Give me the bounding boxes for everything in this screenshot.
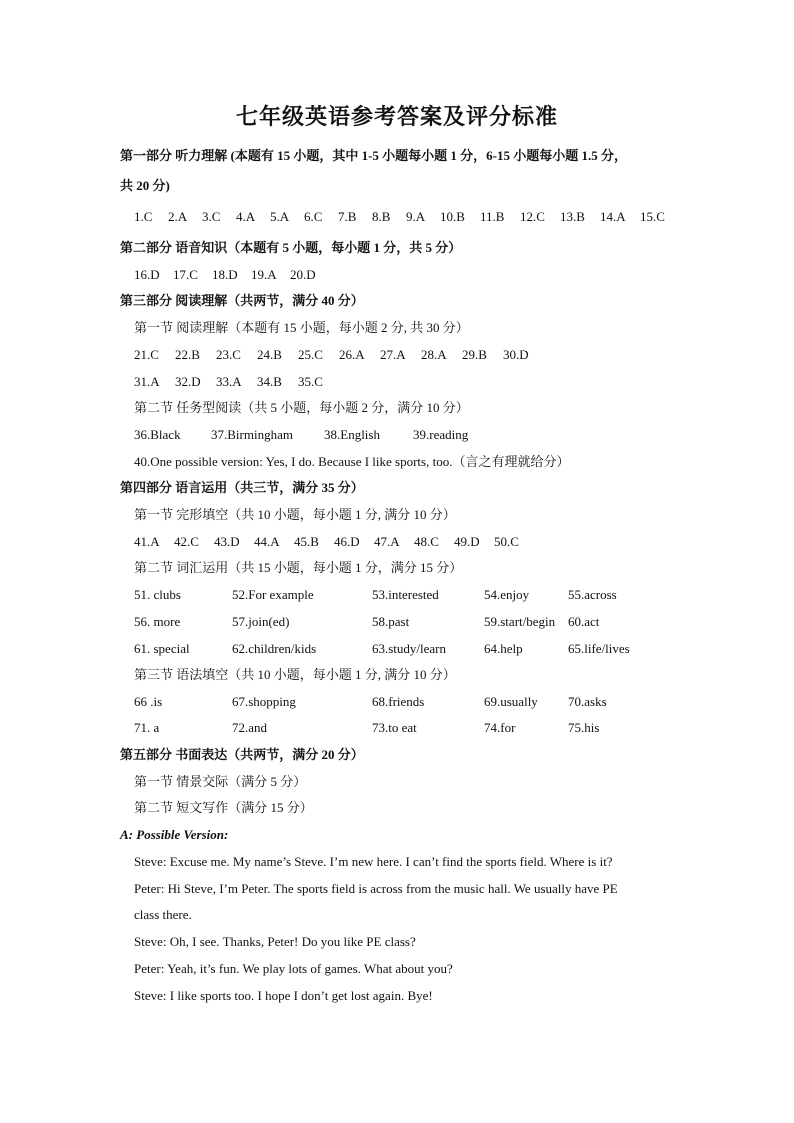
answer-item: 71. a [134,720,160,735]
answer-item: 39.reading [413,427,469,442]
answer-item: 9.A [406,209,426,224]
answer-item: 26.A [339,347,365,362]
answer-item: 19.A [251,267,277,282]
part2-answers [134,267,329,283]
answer-item: 65.life/lives [568,641,630,656]
answer-item: 41.A [134,534,160,549]
part3-q40-answer: 40.One possible version: Yes, I do. Because I like sports, too.（言之有理就给分） [134,454,570,469]
answer-item: 75.his [568,720,600,735]
answer-item: 23.C [216,347,241,362]
answer-item: 42.C [174,534,199,549]
answer-item: 59.start/begin [484,614,556,629]
part5-sec2-heading: 第二节 短文写作（满分 15 分） [134,800,313,815]
answer-item: 30.D [503,347,529,362]
part4-sec2-heading: 第二节 词汇运用（共 15 小题，每小题 1 分，满分 15 分） [134,560,463,575]
answer-item: 15.C [640,209,665,224]
answer-item: 43.D [214,534,240,549]
answer-item: 1.C [134,209,153,224]
answer-item: 16.D [134,267,160,282]
dialog-line: Peter: Hi Steve, I’m Peter. The sports field is across from the music hall. We usually have PE [134,881,618,896]
answer-item: 20.D [290,267,316,282]
answer-item: 7.B [338,209,357,224]
part3-sec1-answers-row1 [134,347,544,363]
answer-item: 14.A [600,209,626,224]
answer-item: 12.C [520,209,545,224]
answer-item: 50.C [494,534,519,549]
answer-item: 53.interested [372,587,439,602]
answer-item: 4.A [236,209,256,224]
part1-answers [134,209,680,225]
answer-item: 52.For example [232,587,314,602]
answer-item: 47.A [374,534,400,549]
answer-item: 57.join(ed) [232,614,290,629]
answer-item: 11.B [480,209,505,224]
answer-item: 38.English [324,427,380,442]
answer-item: 28.A [421,347,447,362]
answer-item: 33.A [216,374,242,389]
dialog-line: Steve: I like sports too. I hope I don’t get lost again. Bye! [134,988,433,1003]
answer-item: 54.enjoy [484,587,530,602]
answer-item: 35.C [298,374,323,389]
answer-item: 34.B [257,374,282,389]
part4-sec3-heading: 第三节 语法填空（共 10 小题，每小题 1 分, 满分 10 分） [134,667,456,682]
answer-item: 10.B [440,209,465,224]
answer-item: 13.B [560,209,585,224]
dialog-line: class there. [134,907,192,922]
page-title: 七年级英语参考答案及评分标准 [235,104,558,129]
answer-item: 31.A [134,374,160,389]
answer-item: 3.C [202,209,221,224]
answer-item: 22.B [175,347,200,362]
answer-item: 70.asks [568,694,607,709]
dialog-line: Steve: Oh, I see. Thanks, Peter! Do you like PE class? [134,934,416,949]
part3-sec1-heading: 第一节 阅读理解（本题有 15 小题，每小题 2 分, 共 30 分） [134,320,469,335]
answer-item: 55.across [568,587,617,602]
answer-item: 5.A [270,209,290,224]
answer-item: 18.D [212,267,238,282]
answer-item: 68.friends [372,694,425,709]
answer-item: 60.act [568,614,600,629]
answer-item: 2.A [168,209,188,224]
answer-item: 67.shopping [232,694,296,709]
part4-heading: 第四部分 语言运用（共三节，满分 35 分） [120,480,364,495]
answer-item: 17.C [173,267,198,282]
part1-heading-cont: 共 20 分) [120,178,170,193]
answer-item: 37.Birmingham [211,427,293,442]
part4-sec1-heading: 第一节 完形填空（共 10 小题，每小题 1 分, 满分 10 分） [134,507,456,522]
answer-item: 63.study/learn [372,641,447,656]
answer-item: 51. clubs [134,587,181,602]
part2-heading: 第二部分 语音知识（本题有 5 小题，每小题 1 分，共 5 分） [120,240,462,255]
part4-sec1-answers [134,534,534,550]
answer-item: 72.and [232,720,268,735]
answer-item: 61. special [134,641,190,656]
answer-item: 49.D [454,534,480,549]
answer-item: 6.C [304,209,323,224]
answer-item: 66 .is [134,694,163,709]
answer-item: 69.usually [484,694,538,709]
answer-item: 21.C [134,347,159,362]
answer-item: 8.B [372,209,391,224]
answer-item: 29.B [462,347,487,362]
part3-sec2-heading: 第二节 任务型阅读（共 5 小题，每小题 2 分，满分 10 分） [134,400,469,415]
answer-item: 58.past [372,614,410,629]
answer-item: 44.A [254,534,280,549]
answer-item: 48.C [414,534,439,549]
answer-item: 62.children/kids [232,641,317,656]
answer-item: 73.to eat [372,720,417,735]
answer-item: 32.D [175,374,201,389]
answer-item: 64.help [484,641,523,656]
part5-sec1-heading: 第一节 情景交际（满分 5 分） [134,774,307,789]
answer-item: 24.B [257,347,282,362]
answer-item: 27.A [380,347,406,362]
answer-item: 36.Black [134,427,181,442]
part5-heading: 第五部分 书面表达（共两节，满分 20 分） [120,747,364,762]
answer-item: 56. more [134,614,181,629]
dialog-line: Peter: Yeah, it’s fun. We play lots of games. What about you? [134,961,453,976]
answer-item: 45.B [294,534,319,549]
part1-heading: 第一部分 听力理解 (本题有 15 小题，其中 1-5 小题每小题 1 分，6-15 小题每小题 1.5 分， [120,148,627,163]
part3-heading: 第三部分 阅读理解（共两节，满分 40 分） [120,293,364,308]
answer-item: 74.for [484,720,516,735]
answer-item: 25.C [298,347,323,362]
part3-sec2-answers [134,427,493,443]
answer-item: 46.D [334,534,360,549]
dialog-line: Steve: Excuse me. My name’s Steve. I’m new here. I can’t find the sports field. Where is it? [134,854,613,869]
part3-sec1-answers-row2 [134,374,339,390]
possible-version-label: A: Possible Version: [120,827,229,842]
